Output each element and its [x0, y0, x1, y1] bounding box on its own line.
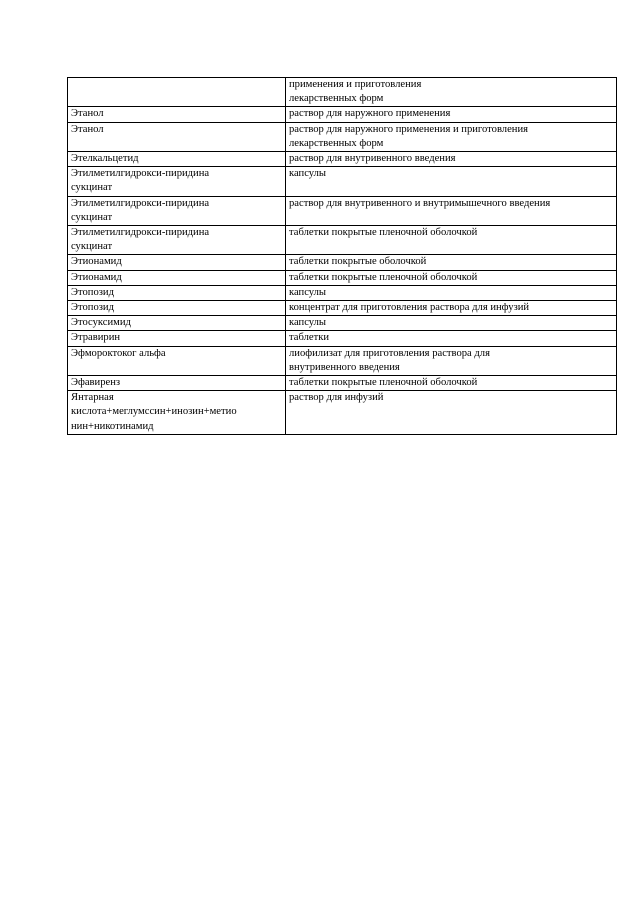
drug-name-cell [68, 78, 286, 107]
table-row [68, 167, 617, 196]
drug-name-cell [68, 152, 286, 167]
drug-name-cell [68, 255, 286, 270]
drug-name-text: Эфавиренз [71, 377, 121, 389]
dosage-form-cell [286, 316, 617, 331]
dosage-form-text: капсулы [289, 317, 327, 329]
dosage-form-cell [286, 122, 617, 151]
drug-name-cell [68, 122, 286, 151]
drug-name-cell [68, 196, 286, 225]
table-row [68, 331, 617, 346]
table-row [68, 391, 617, 435]
dosage-form-text: концентрат для приготовления раствора для инфузий [289, 302, 530, 314]
dosage-form-cell [286, 196, 617, 225]
drug-name-text: Этилметилгидрокси-пиридина сукцинат [71, 227, 210, 253]
drug-name-cell [68, 346, 286, 375]
dosage-form-text: раствор для внутривенного и внутримышечного введения [289, 197, 551, 209]
table-row [68, 226, 617, 255]
table-row [68, 301, 617, 316]
dosage-form-text: раствор для наружного применения и приготовления лекарственных форм [289, 123, 529, 149]
drug-name-cell [68, 226, 286, 255]
dosage-form-text: применения и приготовления лекарственных форм [289, 79, 422, 105]
dosage-form-cell [286, 226, 617, 255]
drug-name-cell [68, 301, 286, 316]
dosage-form-text: раствор для инфузий [289, 392, 384, 404]
dosage-form-cell [286, 301, 617, 316]
dosage-form-cell [286, 167, 617, 196]
drug-name-cell [68, 376, 286, 391]
table-row [68, 316, 617, 331]
drug-name-text: Эфмороктоког альфа [71, 347, 166, 359]
dosage-form-text: капсулы [289, 286, 327, 298]
drug-name-cell [68, 167, 286, 196]
dosage-form-cell [286, 391, 617, 435]
drug-name-text: Этосуксимид [71, 317, 131, 329]
drug-name-text: Этионамид [71, 271, 122, 283]
drug-name-cell [68, 107, 286, 122]
dosage-form-cell [286, 107, 617, 122]
dosage-form-cell [286, 285, 617, 300]
drug-name-text: Этелкальцетид [71, 153, 139, 165]
drug-name-cell [68, 316, 286, 331]
table-row [68, 346, 617, 375]
table-row [68, 255, 617, 270]
drug-name-cell [68, 285, 286, 300]
dosage-form-cell [286, 152, 617, 167]
table-row [68, 376, 617, 391]
drug-name-text: Этанол [71, 108, 104, 120]
drug-name-cell [68, 270, 286, 285]
drug-name-text: Этопозид [71, 302, 114, 314]
drug-name-text [71, 78, 282, 92]
drug-name-text: Этанол [71, 123, 104, 135]
dosage-form-text: таблетки [289, 332, 330, 344]
dosage-form-text: таблетки покрытые оболочкой [289, 256, 427, 268]
table-row [68, 152, 617, 167]
dosage-form-text: таблетки покрытые пленочной оболочкой [289, 227, 478, 239]
drug-name-cell [68, 331, 286, 346]
dosage-form-cell [286, 270, 617, 285]
dosage-form-text: таблетки покрытые пленочной оболочкой [289, 271, 478, 283]
dosage-form-cell [286, 346, 617, 375]
drug-name-cell [68, 391, 286, 435]
drug-name-text: Этионамид [71, 256, 122, 268]
drug-name-text: Этилметилгидрокси-пиридина сукцинат [71, 197, 210, 223]
drug-name-text: Янтарная кислота+меглумссин+инозин+метио нин+никотинамид [71, 392, 237, 432]
dosage-form-text: раствор для наружного применения [289, 108, 451, 120]
drug-name-text: Этравирин [71, 332, 121, 344]
dosage-form-cell [286, 255, 617, 270]
table-row [68, 78, 617, 107]
drug-name-text: Этопозид [71, 286, 114, 298]
dosage-form-text: раствор для внутривенного введения [289, 153, 456, 165]
dosage-form-text: таблетки покрытые пленочной оболочкой [289, 377, 478, 389]
drug-forms-table [67, 77, 617, 435]
dosage-form-text: капсулы [289, 168, 327, 180]
dosage-form-cell [286, 376, 617, 391]
dosage-form-cell [286, 78, 617, 107]
dosage-form-cell [286, 331, 617, 346]
dosage-form-text: лиофилизат для приготовления раствора для внутривенного введения [289, 347, 490, 373]
table-row [68, 285, 617, 300]
table-row [68, 270, 617, 285]
drug-name-text: Этилметилгидрокси-пиридина сукцинат [71, 168, 210, 194]
table-row [68, 196, 617, 225]
table-row [68, 122, 617, 151]
table-body [68, 78, 617, 435]
table-row [68, 107, 617, 122]
